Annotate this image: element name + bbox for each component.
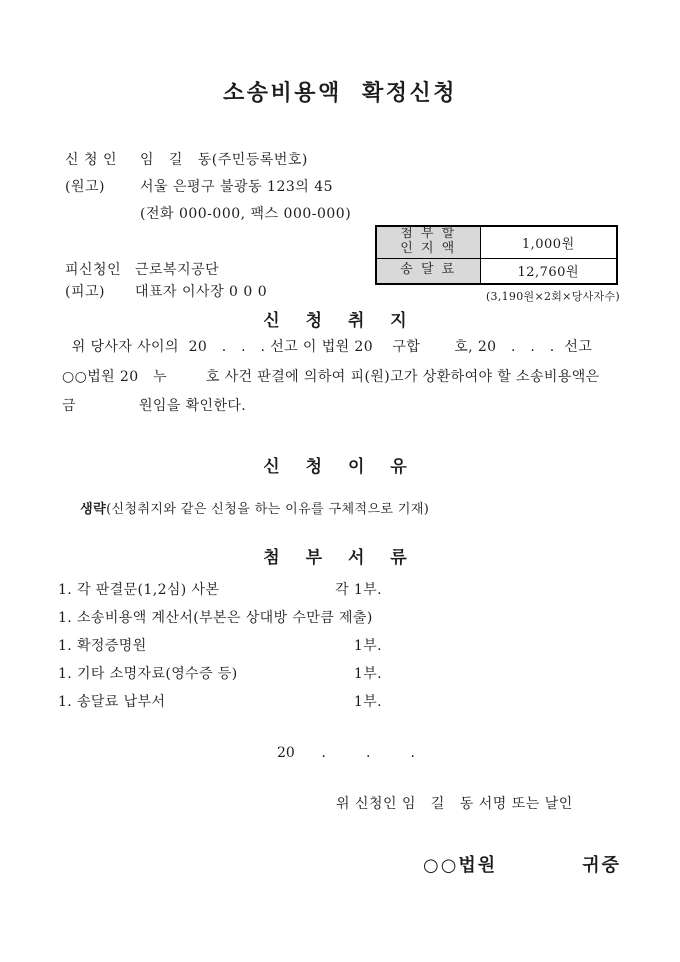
- applicant-role: (원고): [65, 179, 105, 195]
- attachment-name: 1. 송달료 납부서: [58, 694, 166, 710]
- respondent-representative: 대표자 이사장 0 0 0: [135, 284, 268, 300]
- respondent-role: (피고): [65, 284, 105, 300]
- applicant-phone: (전화 000-000, 팩스 000-000): [140, 206, 352, 222]
- court-line: [423, 851, 621, 877]
- reason-note: [62, 483, 429, 532]
- document-title: 소송비용액 확정신청: [222, 80, 458, 106]
- attachment-item: [58, 635, 382, 655]
- respondent-row-1: [65, 259, 219, 279]
- attachment-count: 1부.: [353, 638, 382, 654]
- delivery-fee-value: 12,760원: [480, 258, 617, 284]
- fee-table-delivery-row: [376, 258, 617, 284]
- applicant-label: 신 청 인: [65, 152, 117, 168]
- delivery-fee-label: 송 달 료: [376, 258, 480, 284]
- applicant-row-2: [65, 176, 333, 196]
- reason-heading: 신 청 이 유: [263, 457, 417, 477]
- fee-table-stamp-row: [376, 226, 617, 258]
- date-line: 20 . . .: [277, 745, 415, 761]
- attachments-heading: 첨 부 서 류: [263, 548, 417, 568]
- attachment-name: 1. 각 판결문(1,2심) 사본: [58, 582, 220, 598]
- fee-table: [375, 225, 618, 285]
- attachment-name: 1. 확정증명원: [58, 638, 147, 654]
- applicant-row-3: [65, 203, 351, 223]
- attachment-count: 1부.: [353, 666, 382, 682]
- applicant-row-1: [65, 149, 308, 169]
- attachment-name: 1. 소송비용액 계산서(부본은 상대방 수만큼 제출): [58, 610, 373, 626]
- attachment-item: [58, 691, 382, 711]
- attachment-item: [58, 663, 382, 683]
- attachment-item: [58, 607, 382, 627]
- court-name: ○○법원: [423, 855, 498, 876]
- attachment-name: 1. 기타 소명자료(영수증 등): [58, 666, 238, 682]
- reason-note-rest: (신청취지와 같은 신청을 하는 이유를 구체적으로 기재): [106, 502, 430, 517]
- purpose-line-2: ○○법원 20 누 호 사건 판결에 의하여 피(원)고가 상환하여야 할 소송비용액은: [62, 369, 600, 385]
- applicant-address: 서울 은평구 불광동 123의 45: [140, 179, 334, 195]
- respondent-name: 근로복지공단: [135, 262, 220, 278]
- court-suffix: 귀중: [582, 855, 621, 876]
- purpose-line-3: 금 원임을 확인한다.: [62, 398, 247, 414]
- respondent-row-2: [65, 281, 267, 301]
- attachment-item: [58, 579, 382, 599]
- fee-table-note: (3,190원×2회×당사자수): [485, 290, 620, 303]
- purpose-line-1: 위 당사자 사이의 20 . . . 선고 이 법원 20 구합 호, 20 . . . 선고: [62, 339, 593, 355]
- signature-line: 위 신청인 임 길 동 서명 또는 날인: [336, 796, 573, 812]
- attachment-count: 1부.: [353, 694, 382, 710]
- attachment-count: 각 1부.: [335, 582, 382, 598]
- applicant-name: 임 길 동(주민등록번호): [140, 152, 308, 168]
- stamp-fee-value: 1,000원: [480, 226, 617, 258]
- stamp-fee-label: 첨 부 할 인 지 액: [376, 226, 480, 258]
- respondent-label: 피신청인: [65, 262, 122, 278]
- purpose-heading: 신 청 취 지: [263, 311, 417, 331]
- reason-note-bold: 생략: [80, 502, 107, 517]
